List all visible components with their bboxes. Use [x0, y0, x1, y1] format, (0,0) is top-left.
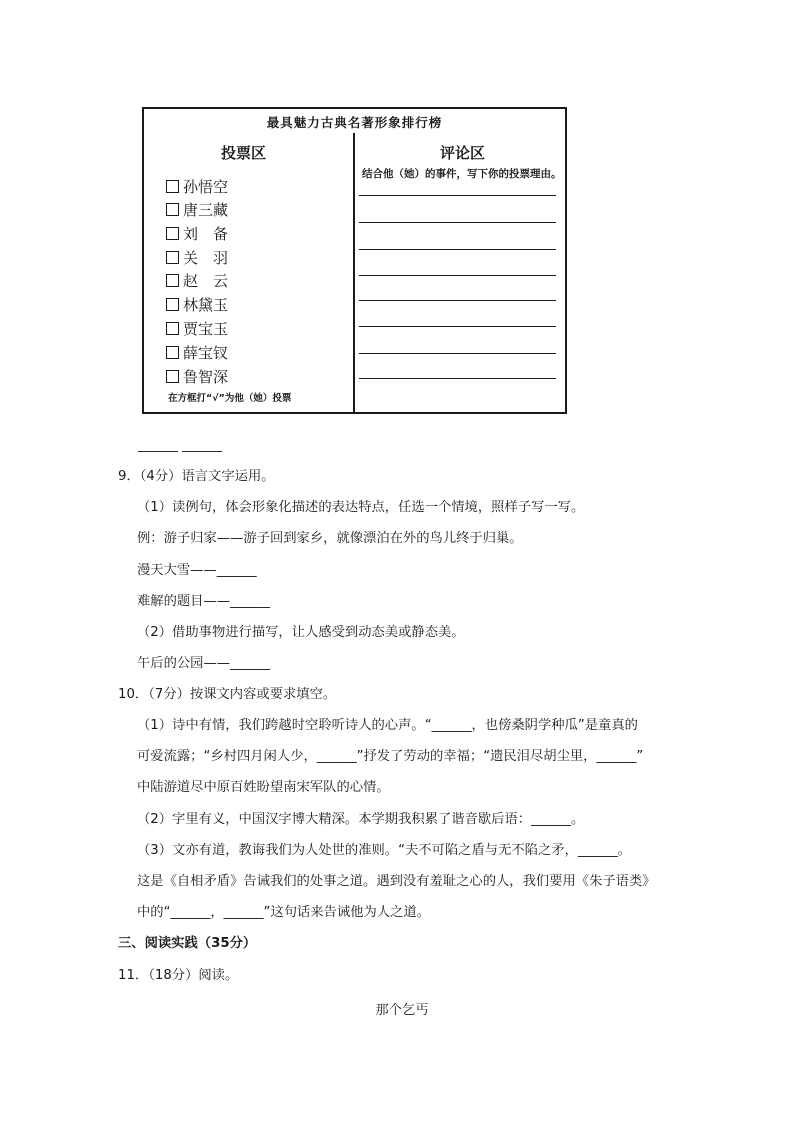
candidate-item[interactable] [166, 342, 228, 363]
q10-part1-line3: 中陆游道尽中原百姓盼望南宋军队的心情。 [137, 780, 390, 795]
comment-line[interactable] [359, 300, 556, 301]
passage-title: 那个乞丐 [375, 1003, 429, 1018]
candidate-item[interactable] [166, 199, 228, 220]
candidate-name: 孙悟空 [183, 178, 229, 196]
q10-part3-line1: （3）文亦有道，教诲我们为人处世的准则。“夫不可陷之盾与无不陷之矛，______。 [137, 843, 632, 858]
candidate-name: 鲁智深 [183, 368, 229, 386]
comment-area-heading: 评论区 [440, 144, 486, 162]
candidate-name: 关 羽 [183, 249, 229, 267]
comment-line[interactable] [359, 353, 556, 354]
candidate-item[interactable] [166, 247, 228, 268]
candidate-item[interactable] [166, 176, 228, 197]
section-heading: 三、阅读实践（35分） [118, 936, 257, 951]
q9-part2: （2）借助事物进行描写，让人感受到动态美或静态美。 [137, 625, 465, 640]
q9-example: 例：游子归家——游子回到家乡，就像漂泊在外的鸟儿终于归巢。 [137, 531, 523, 546]
comment-hint: 结合他（她）的事件，写下你的投票理由。 [362, 168, 562, 180]
candidate-item[interactable] [166, 223, 228, 244]
candidate-name: 薛宝钗 [183, 344, 229, 362]
candidate-name: 林黛玉 [183, 296, 229, 314]
checkbox-icon[interactable] [166, 346, 179, 359]
q9-part1: （1）读例句，体会形象化描述的表达特点，任选一个情境，照样子写一写。 [137, 500, 585, 515]
candidate-item[interactable] [166, 294, 228, 315]
q10-part3-line2: 这是《自相矛盾》告诫我们的处事之道。遇到没有羞耻之心的人，我们要用《朱子语类》 [137, 874, 656, 889]
answer-blank: ______ ______ [138, 438, 223, 453]
voting-board [142, 107, 567, 414]
checkbox-icon[interactable] [166, 370, 179, 383]
q11-heading: 11．（18分）阅读。 [118, 968, 239, 983]
checkbox-icon[interactable] [166, 203, 179, 216]
q9-heading: 9．（4分）语言文字运用。 [118, 469, 275, 484]
comment-line[interactable] [359, 222, 556, 223]
comment-line[interactable] [359, 275, 556, 276]
candidate-item[interactable] [166, 366, 228, 387]
comment-line[interactable] [359, 249, 556, 250]
comment-line[interactable] [359, 195, 556, 196]
candidate-item[interactable] [166, 270, 228, 291]
candidate-name: 赵 云 [183, 272, 229, 290]
q9-item-snow: 漫天大雪——______ [137, 563, 257, 578]
checkbox-icon[interactable] [166, 322, 179, 335]
q9-item-park: 午后的公园——______ [137, 656, 270, 671]
q10-heading: 10．（7分）按课文内容或要求填空。 [118, 687, 337, 702]
checkbox-icon[interactable] [166, 251, 179, 264]
board-footer: 在方框打“√”为他（她）投票 [168, 393, 292, 404]
comment-line[interactable] [359, 326, 556, 327]
checkbox-icon[interactable] [166, 274, 179, 287]
vote-area-heading: 投票区 [221, 144, 267, 162]
checkbox-icon[interactable] [166, 180, 179, 193]
candidate-item[interactable] [166, 318, 228, 339]
checkbox-icon[interactable] [166, 227, 179, 240]
q10-part1-line2: 可爱流露；“乡村四月闲人少，______”抒发了劳动的幸福；“遗民泪尽胡尘里，______” [137, 749, 644, 764]
candidate-name: 唐三藏 [183, 201, 229, 219]
candidate-name: 刘 备 [183, 225, 229, 243]
checkbox-icon[interactable] [166, 298, 179, 311]
board-divider [353, 133, 355, 412]
q10-part2: （2）字里有义，中国汉字博大精深。本学期我积累了谐音歇后语：______。 [137, 812, 585, 827]
comment-line[interactable] [359, 378, 556, 379]
q9-item-problem: 难解的题目——______ [137, 594, 270, 609]
q10-part3-line3: 中的“______，______”这句话来告诫他为人之道。 [137, 905, 431, 920]
q10-part1-line1: （1）诗中有情，我们跨越时空聆听诗人的心声。“______，也傍桑阴学种瓜”是童真的 [137, 718, 638, 733]
board-title: 最具魅力古典名著形象排行榜 [266, 115, 443, 130]
candidate-name: 贾宝玉 [183, 320, 229, 338]
